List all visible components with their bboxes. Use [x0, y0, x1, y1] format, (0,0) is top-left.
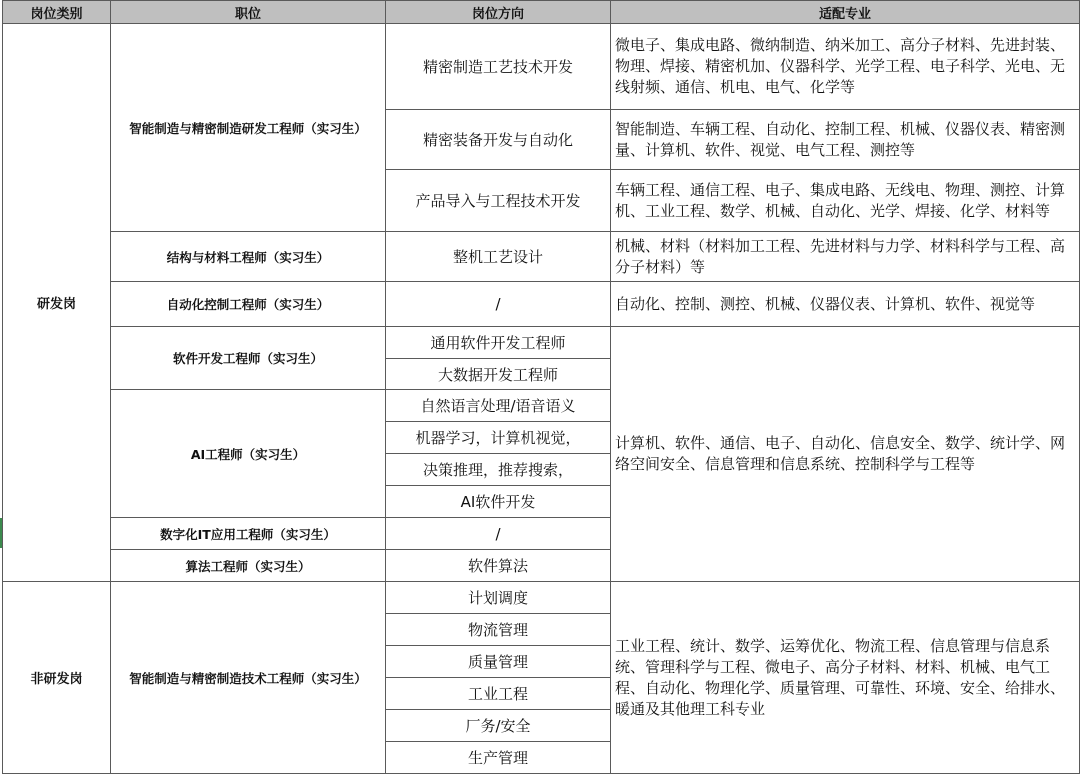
position-cell[interactable]: 智能制造与精密制造研发工程师（实习生）	[111, 24, 386, 232]
majors-cell[interactable]: 车辆工程、通信工程、电子、集成电路、无线电、物理、测控、计算机、工业工程、数学、机械、自动化、光学、焊接、化学、材料等	[611, 170, 1080, 232]
direction-cell[interactable]: 自然语言处理/语音语义	[386, 390, 611, 422]
header-position[interactable]: 职位	[111, 1, 386, 24]
shared-majors-cell[interactable]: 计算机、软件、通信、电子、自动化、信息安全、数学、统计学、网络空间安全、信息管理和信息系统、控制科学与工程等	[611, 327, 1080, 582]
row-selection-marker	[0, 518, 2, 548]
direction-cell[interactable]: 精密制造工艺技术开发	[386, 24, 611, 110]
direction-cell[interactable]: /	[386, 282, 611, 327]
header-direction[interactable]: 岗位方向	[386, 1, 611, 24]
direction-cell[interactable]: 软件算法	[386, 550, 611, 582]
recruitment-table	[2, 0, 1080, 774]
direction-cell[interactable]: 厂务/安全	[386, 710, 611, 742]
table-row	[3, 282, 1080, 327]
majors-cell[interactable]: 智能制造、车辆工程、自动化、控制工程、机械、仪器仪表、精密测量、计算机、软件、视觉、电气工程、测控等	[611, 110, 1080, 170]
table-row	[3, 327, 1080, 359]
position-cell[interactable]: 自动化控制工程师（实习生）	[111, 282, 386, 327]
direction-cell[interactable]: 质量管理	[386, 646, 611, 678]
direction-cell[interactable]: 精密装备开发与自动化	[386, 110, 611, 170]
majors-cell[interactable]: 微电子、集成电路、微纳制造、纳米加工、高分子材料、先进封装、物理、焊接、精密机加、仪器科学、光学工程、电子科学、光电、无线射频、通信、机电、电气、化学等	[611, 24, 1080, 110]
header-majors[interactable]: 适配专业	[611, 1, 1080, 24]
direction-cell[interactable]: 工业工程	[386, 678, 611, 710]
header-category[interactable]: 岗位类别	[3, 1, 111, 24]
category-cell[interactable]: 非研发岗	[3, 582, 111, 774]
direction-cell[interactable]: 生产管理	[386, 742, 611, 774]
table-row	[3, 24, 1080, 110]
direction-cell[interactable]: AI软件开发	[386, 486, 611, 518]
header-row	[3, 1, 1080, 24]
direction-cell[interactable]: 物流管理	[386, 614, 611, 646]
category-cell[interactable]: 研发岗	[3, 24, 111, 582]
direction-cell[interactable]: 决策推理，推荐搜索，	[386, 454, 611, 486]
majors-cell[interactable]: 自动化、控制、测控、机械、仪器仪表、计算机、软件、视觉等	[611, 282, 1080, 327]
table-row	[3, 232, 1080, 282]
direction-cell[interactable]: 整机工艺设计	[386, 232, 611, 282]
position-cell[interactable]: 智能制造与精密制造技术工程师（实习生）	[111, 582, 386, 774]
direction-cell[interactable]: 产品导入与工程技术开发	[386, 170, 611, 232]
position-cell[interactable]: 算法工程师（实习生）	[111, 550, 386, 582]
majors-cell[interactable]: 机械、材料（材料加工工程、先进材料与力学、材料科学与工程、高分子材料）等	[611, 232, 1080, 282]
shared-majors-cell[interactable]: 工业工程、统计、数学、运筹优化、物流工程、信息管理与信息系统、管理科学与工程、微电子、高分子材料、材料、机械、电气工程、自动化、物理化学、质量管理、可靠性、环境、安全、给排水、暖通及其他理工科专业	[611, 582, 1080, 774]
position-cell[interactable]: 软件开发工程师（实习生）	[111, 327, 386, 390]
direction-cell[interactable]: 通用软件开发工程师	[386, 327, 611, 359]
direction-cell[interactable]: 大数据开发工程师	[386, 359, 611, 390]
direction-cell[interactable]: /	[386, 518, 611, 550]
direction-cell[interactable]: 计划调度	[386, 582, 611, 614]
direction-cell[interactable]: 机器学习，计算机视觉，	[386, 422, 611, 454]
position-cell[interactable]: 结构与材料工程师（实习生）	[111, 232, 386, 282]
position-cell[interactable]: AI工程师（实习生）	[111, 390, 386, 518]
position-cell[interactable]: 数字化IT应用工程师（实习生）	[111, 518, 386, 550]
table-row	[3, 582, 1080, 614]
